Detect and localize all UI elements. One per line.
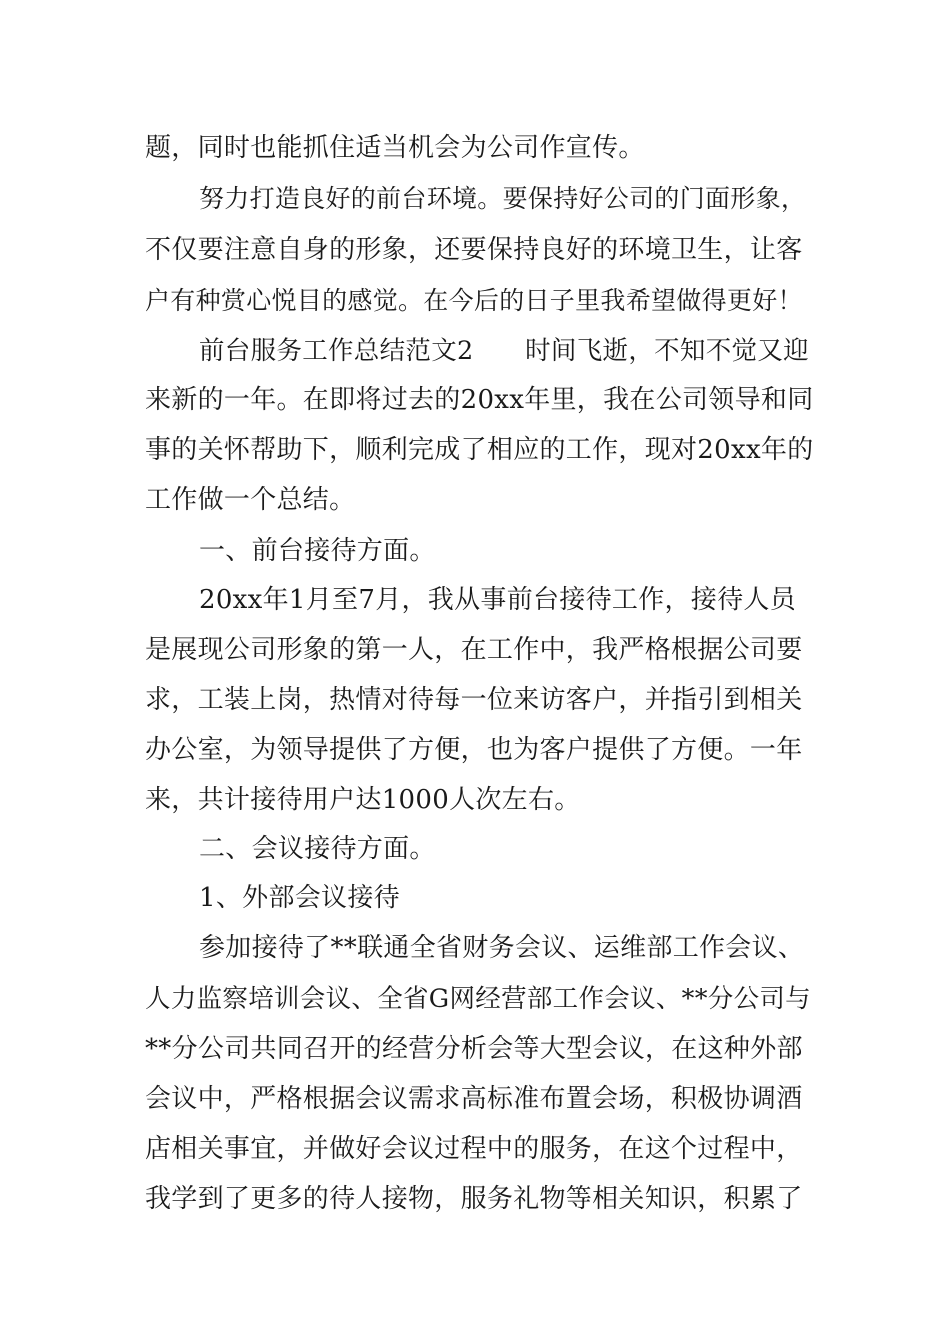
text-line: 店相关事宜，并做好会议过程中的服务，在这个过程中， xyxy=(145,1134,803,1164)
text-line: 来新的一年。在即将过去的20xx年里，我在公司领导和同 xyxy=(145,385,814,415)
text-line: 我学到了更多的待人接物，服务礼物等相关知识，积累了 xyxy=(145,1184,803,1214)
text-line: 户有种赏心悦目的感觉。在今后的日子里我希望做得更好！ xyxy=(145,286,803,315)
text-line: 办公室，为领导提供了方便，也为客户提供了方便。一年 xyxy=(145,735,803,765)
text-line: 二、会议接待方面。 xyxy=(199,834,436,864)
text-line: 人力监察培训会议、全省G网经营部工作会议、**分公司与 xyxy=(145,984,811,1014)
text-line: 题，同时也能抓住适当机会为公司作宣传。 xyxy=(145,133,645,163)
text-line: 20xx年1月至7月，我从事前台接待工作，接待人员 xyxy=(199,585,796,615)
text-line: 1、外部会议接待 xyxy=(199,883,400,913)
text-line: 工作做一个总结。 xyxy=(145,485,356,515)
text-line: **分公司共同召开的经营分析会等大型会议，在这种外部 xyxy=(145,1034,803,1064)
text-line: 是展现公司形象的第一人，在工作中，我严格根据公司要 xyxy=(145,635,803,665)
text-line: 会议中，严格根据会议需求高标准布置会场，积极协调酒 xyxy=(145,1084,803,1114)
text-line: 求，工装上岗，热情对待每一位来访客户，并指引到相关 xyxy=(145,685,803,715)
text-line: 一、前台接待方面。 xyxy=(199,536,436,566)
text-line: 不仅要注意自身的形象，还要保持良好的环境卫生，让客 xyxy=(145,235,803,265)
text-line: 来，共计接待用户达1000人次左右。 xyxy=(145,785,581,815)
text-line: 努力打造良好的前台环境。要保持好公司的门面形象， xyxy=(199,184,807,213)
text-line: 参加接待了**联通全省财务会议、运维部工作会议、 xyxy=(199,933,805,963)
text-line: 前台服务工作总结范文2 时间飞逝，不知不觉又迎 xyxy=(199,336,809,366)
text-line: 事的关怀帮助下，顺利完成了相应的工作，现对20xx年的 xyxy=(145,435,814,465)
